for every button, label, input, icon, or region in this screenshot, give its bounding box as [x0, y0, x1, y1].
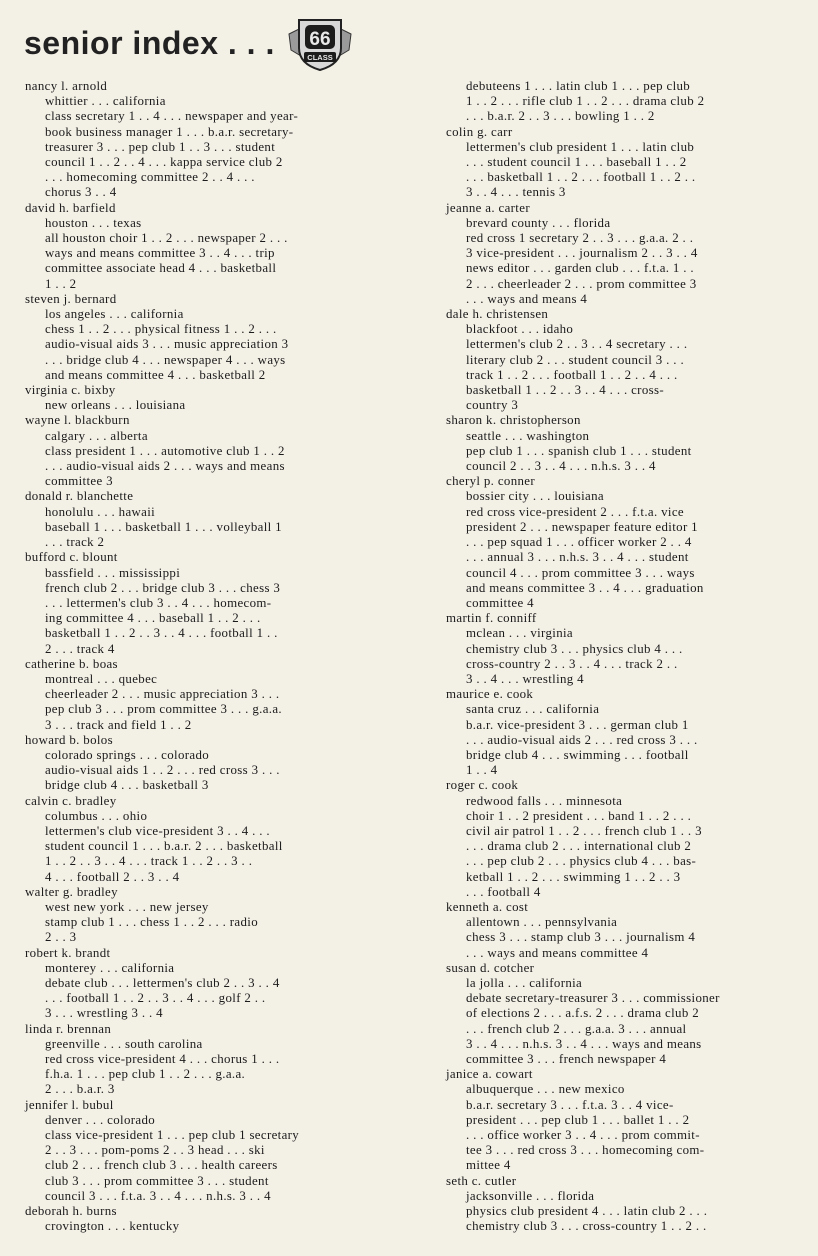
- entry-detail-line: b.a.r. secretary 3 . . . f.t.a. 3 . . 4 vice-: [466, 1097, 674, 1112]
- entry-detail-line: debuteens 1 . . . latin club 1 . . . pep club: [466, 79, 691, 93]
- entry-detail-line: 2 . . . track 4: [45, 641, 115, 656]
- entry-detail-line: bassfield . . . mississippi: [45, 565, 181, 580]
- entry-detail-line: . . . audio-visual aids 2 . . . ways and means: [45, 459, 285, 474]
- entry-detail-line: colorado springs . . . colorado: [45, 747, 210, 762]
- senior-name: walter g. bradley: [25, 884, 118, 899]
- entry-detail-line: of elections 2 . . . a.f.s. 2 . . . drama club 2: [466, 1006, 700, 1021]
- entry-detail-line: committee associate head 4 . . . basketball: [45, 261, 277, 276]
- entry-detail-line: . . . office worker 3 . . 4 . . . prom commit-: [466, 1128, 700, 1143]
- entry-detail-line: columbus . . . ohio: [45, 808, 148, 823]
- senior-name: sharon k. christopherson: [446, 413, 581, 428]
- senior-name: bufford c. blount: [25, 550, 118, 565]
- senior-name: jeanne a. carter: [446, 200, 530, 215]
- senior-name: catherine b. boas: [25, 656, 118, 671]
- entry-detail-line: houston . . . texas: [45, 215, 142, 230]
- entry-detail-line: ketball 1 . . 2 . . . swimming 1 . . 2 . . 3: [466, 869, 681, 884]
- senior-entry: [446, 413, 796, 474]
- entry-detail-line: 1 . . 2: [45, 276, 77, 291]
- senior-name: donald r. blanchette: [25, 489, 134, 504]
- entry-detail-line: . . . homecoming committee 2 . . 4 . . .: [45, 170, 255, 185]
- senior-name: seth c. cutler: [446, 1173, 517, 1188]
- entry-detail-line: 1 . . 4: [466, 763, 498, 778]
- entry-detail-line: . . . b.a.r. 2 . . 3 . . . bowling 1 . . 2: [466, 109, 655, 124]
- senior-name: deborah h. burns: [25, 1204, 117, 1219]
- senior-name: wayne l. blackburn: [25, 413, 130, 428]
- entry-detail-line: pep club 3 . . . prom committee 3 . . . g.a.a.: [45, 702, 282, 717]
- entry-detail-line: treasurer 3 . . . pep club 1 . . 3 . . . student: [45, 139, 276, 154]
- entry-detail-line: basketball 1 . . 2 . . 3 . . 4 . . . football 1 . .: [45, 626, 278, 641]
- entry-detail-line: monterey . . . california: [45, 960, 175, 975]
- senior-name: janice a. cowart: [446, 1067, 533, 1082]
- entry-detail-line: red cross vice-president 2 . . . f.t.a. vice: [466, 504, 684, 519]
- entry-detail-line: baseball 1 . . . basketball 1 . . . volleyball 1: [45, 519, 282, 534]
- senior-entry: [25, 1204, 393, 1234]
- entry-detail-line: stamp club 1 . . . chess 1 . . 2 . . . radio: [45, 915, 259, 930]
- entry-detail-line: president . . . pep club 1 . . . ballet 1 . . 2: [466, 1112, 690, 1127]
- senior-entry: [446, 201, 796, 307]
- entry-detail-line: la jolla . . . california: [466, 975, 583, 990]
- senior-name: cheryl p. conner: [446, 474, 535, 489]
- entry-detail-line: chemistry club 3 . . . physics club 4 . . .: [466, 641, 683, 656]
- entry-detail-line: french club 2 . . . bridge club 3 . . . chess 3: [45, 580, 281, 595]
- entry-detail-line: red cross vice-president 4 . . . chorus 1 . . .: [45, 1052, 280, 1066]
- left-column: [25, 79, 393, 1234]
- senior-entry: [25, 489, 393, 550]
- entry-detail-line: 2 . . . b.a.r. 3: [45, 1082, 115, 1097]
- entry-detail-line: literary club 2 . . . student council 3 . . .: [466, 352, 685, 367]
- entry-detail-line: f.h.a. 1 . . . pep club 1 . . 2 . . . g.a.a.: [45, 1067, 246, 1082]
- entry-detail-line: red cross 1 secretary 2 . . 3 . . . g.a.a. 2 . .: [466, 231, 694, 246]
- senior-entry: [25, 1022, 393, 1098]
- senior-entry: [25, 79, 393, 201]
- senior-name: kenneth a. cost: [446, 899, 529, 914]
- senior-entry: [446, 778, 796, 900]
- senior-entry: [446, 961, 796, 1067]
- entry-detail-line: los angeles . . . california: [45, 307, 184, 322]
- senior-entry: [446, 900, 796, 961]
- entry-detail-line: 1 . . 2 . . . rifle club 1 . . 2 . . . drama club 2: [466, 94, 705, 109]
- entry-detail-line: committee 3 . . . french newspaper 4: [466, 1052, 667, 1066]
- entry-detail-line: 3 vice-president . . . journalism 2 . . 3 . . 4: [466, 246, 698, 261]
- entry-detail-line: 3 . . . track and field 1 . . 2: [45, 717, 192, 732]
- senior-entry: [25, 550, 393, 656]
- continued-entry: [446, 79, 796, 125]
- emblem-label: CLASS: [307, 53, 333, 62]
- senior-entry: [25, 885, 393, 946]
- entry-detail-line: b.a.r. vice-president 3 . . . german club 1: [466, 717, 689, 732]
- senior-entry: [25, 1098, 393, 1204]
- entry-detail-line: lettermen's club vice-president 3 . . 4 . . .: [45, 823, 270, 838]
- entry-detail-line: 3 . . 4 . . . wrestling 4: [466, 671, 584, 686]
- senior-name: martin f. conniff: [446, 611, 537, 626]
- entry-detail-line: and means committee 3 . . 4 . . . graduation: [466, 580, 704, 595]
- entry-detail-line: committee 4: [466, 595, 534, 610]
- senior-entry: [25, 413, 393, 489]
- entry-detail-line: debate club . . . lettermen's club 2 . . 3 . . 4: [45, 975, 280, 990]
- entry-detail-line: lettermen's club president 1 . . . latin club: [466, 139, 695, 154]
- entry-detail-line: . . . annual 3 . . . n.h.s. 3 . . 4 . . . student: [466, 550, 689, 565]
- entry-detail-line: club 2 . . . french club 3 . . . health careers: [45, 1158, 278, 1173]
- entry-detail-line: redwood falls . . . minnesota: [466, 793, 623, 808]
- entry-detail-line: . . . french club 2 . . . g.a.a. 3 . . . annual: [466, 1021, 687, 1036]
- entry-detail-line: 3 . . 4 . . . tennis 3: [466, 185, 566, 200]
- entry-detail-line: . . . audio-visual aids 2 . . . red cross 3 . . .: [466, 732, 698, 747]
- entry-detail-line: student council 1 . . . b.a.r. 2 . . . basketball: [45, 839, 283, 854]
- senior-entry: [446, 125, 796, 201]
- class-emblem-icon: [285, 14, 355, 72]
- senior-entry: [25, 794, 393, 885]
- entry-detail-line: lettermen's club 2 . . 3 . . 4 secretary . . .: [466, 337, 688, 352]
- entry-detail-line: chess 3 . . . stamp club 3 . . . journalism 4: [466, 930, 696, 945]
- senior-entry: [446, 474, 796, 611]
- senior-name: linda r. brennan: [25, 1021, 112, 1036]
- senior-entry: [25, 292, 393, 383]
- entry-detail-line: news editor . . . garden club . . . f.t.a. 1 . .: [466, 261, 695, 276]
- entry-detail-line: civil air patrol 1 . . 2 . . . french club 1 . . 3: [466, 823, 702, 838]
- entry-detail-line: mclean . . . virginia: [466, 626, 573, 641]
- entry-detail-line: seattle . . . washington: [466, 428, 590, 443]
- entry-detail-line: montreal . . . quebec: [45, 671, 158, 686]
- senior-entry: [446, 307, 796, 413]
- entry-detail-line: class vice-president 1 . . . pep club 1 secretary: [45, 1128, 300, 1143]
- entry-detail-line: basketball 1 . . 2 . . 3 . . 4 . . . cross-: [466, 383, 664, 398]
- entry-detail-line: audio-visual aids 1 . . 2 . . . red cross 3 . . .: [45, 763, 280, 778]
- entry-detail-line: . . . ways and means committee 4: [466, 945, 649, 960]
- entry-detail-line: calgary . . . alberta: [45, 428, 148, 443]
- entry-detail-line: cross-country 2 . . 3 . . 4 . . . track 2 . .: [466, 656, 678, 671]
- senior-name: roger c. cook: [446, 778, 519, 793]
- senior-name: nancy l. arnold: [25, 79, 108, 93]
- entry-detail-line: . . . football 1 . . 2 . . 3 . . 4 . . . golf 2 . .: [45, 991, 266, 1006]
- entry-detail-line: . . . track 2: [45, 535, 105, 550]
- senior-name: calvin c. bradley: [25, 793, 117, 808]
- entry-detail-line: president 2 . . . newspaper feature editor 1: [466, 519, 698, 534]
- entry-detail-line: chorus 3 . . 4: [45, 185, 117, 200]
- senior-name: steven j. bernard: [25, 291, 117, 306]
- senior-name: maurice e. cook: [446, 687, 534, 702]
- senior-entry: [25, 657, 393, 733]
- entry-detail-line: committee 3: [45, 474, 113, 489]
- senior-name: dale h. christensen: [446, 307, 549, 322]
- entry-detail-line: . . . bridge club 4 . . . newspaper 4 . . . ways: [45, 352, 286, 367]
- entry-detail-line: club 3 . . . prom committee 3 . . . student: [45, 1173, 269, 1188]
- entry-detail-line: . . . basketball 1 . . 2 . . . football 1 . . 2 . .: [466, 170, 696, 185]
- entry-detail-line: council 2 . . 3 . . 4 . . . n.h.s. 3 . . 4: [466, 459, 656, 474]
- senior-entry: [446, 687, 796, 778]
- entry-detail-line: whittier . . . california: [45, 94, 166, 109]
- entry-detail-line: . . . pep club 2 . . . physics club 4 . . . bas-: [466, 854, 697, 869]
- entry-detail-line: choir 1 . . 2 president . . . band 1 . . 2 . . .: [466, 808, 692, 823]
- senior-entry: [25, 201, 393, 292]
- entry-detail-line: 1 . . 2 . . 3 . . 4 . . . track 1 . . 2 . . 3 . .: [45, 854, 253, 869]
- senior-name: howard b. bolos: [25, 732, 113, 747]
- entry-detail-line: ing committee 4 . . . baseball 1 . . 2 . . .: [45, 611, 261, 626]
- entry-detail-line: crovington . . . kentucky: [45, 1219, 180, 1234]
- right-column: [446, 79, 796, 1234]
- entry-detail-line: bridge club 4 . . . basketball 3: [45, 778, 209, 793]
- entry-detail-line: santa cruz . . . california: [466, 702, 600, 717]
- entry-detail-line: council 1 . . 2 . . 4 . . . kappa service club 2: [45, 155, 283, 170]
- entry-detail-line: track 1 . . 2 . . . football 1 . . 2 . . 4 . . .: [466, 367, 678, 382]
- entry-detail-line: mittee 4: [466, 1158, 511, 1173]
- entry-detail-line: . . . pep squad 1 . . . officer worker 2 . . 4: [466, 535, 692, 550]
- page-header: [24, 14, 355, 72]
- entry-detail-line: 2 . . . cheerleader 2 . . . prom committee 3: [466, 276, 697, 291]
- entry-detail-line: debate secretary-treasurer 3 . . . commissioner: [466, 991, 720, 1006]
- senior-name: david h. barfield: [25, 200, 116, 215]
- entry-detail-line: bossier city . . . louisiana: [466, 489, 604, 504]
- entry-detail-line: bridge club 4 . . . swimming . . . football: [466, 747, 689, 762]
- entry-detail-line: 3 . . . wrestling 3 . . 4: [45, 1006, 163, 1021]
- entry-detail-line: honolulu . . . hawaii: [45, 504, 156, 519]
- entry-detail-line: audio-visual aids 3 . . . music appreciation 3: [45, 337, 289, 352]
- entry-detail-line: tee 3 . . . red cross 3 . . . homecoming com-: [466, 1143, 705, 1158]
- entry-detail-line: 3 . . 4 . . . n.h.s. 3 . . 4 . . . ways and means: [466, 1036, 702, 1051]
- entry-detail-line: 4 . . . football 2 . . 3 . . 4: [45, 869, 180, 884]
- entry-detail-line: greenville . . . south carolina: [45, 1036, 203, 1051]
- entry-detail-line: denver . . . colorado: [45, 1112, 156, 1127]
- entry-detail-line: . . . football 4: [466, 884, 541, 899]
- entry-detail-line: 2 . . 3 . . . pom-poms 2 . . 3 head . . . ski: [45, 1143, 265, 1158]
- senior-name: virginia c. bixby: [25, 383, 116, 398]
- senior-name: robert k. brandt: [25, 945, 111, 960]
- entry-detail-line: cheerleader 2 . . . music appreciation 3 . . .: [45, 687, 280, 702]
- entry-detail-line: brevard county . . . florida: [466, 215, 611, 230]
- page-title: senior index . . .: [24, 24, 275, 61]
- entry-detail-line: council 4 . . . prom committee 3 . . . ways: [466, 565, 695, 580]
- entry-detail-line: . . . ways and means 4: [466, 291, 588, 306]
- entry-detail-line: book business manager 1 . . . b.a.r. secretary-: [45, 124, 294, 139]
- entry-detail-line: chemistry club 3 . . . cross-country 1 . . 2 . .: [466, 1219, 707, 1234]
- entry-detail-line: . . . lettermen's club 3 . . 4 . . . homecom-: [45, 595, 272, 610]
- senior-name: susan d. cotcher: [446, 960, 535, 975]
- entry-detail-line: all houston choir 1 . . 2 . . . newspaper 2 . . .: [45, 231, 288, 246]
- entry-detail-line: ways and means committee 3 . . 4 . . . trip: [45, 246, 275, 261]
- entry-detail-line: and means committee 4 . . . basketball 2: [45, 367, 266, 382]
- entry-detail-line: class secretary 1 . . 4 . . . newspaper and year-: [45, 109, 299, 124]
- senior-entry: [446, 1067, 796, 1173]
- entry-detail-line: class president 1 . . . automotive club 1 . . 2: [45, 443, 285, 458]
- entry-detail-line: blackfoot . . . idaho: [466, 322, 574, 337]
- senior-name: jennifer l. bubul: [25, 1097, 114, 1112]
- entry-detail-line: albuquerque . . . new mexico: [466, 1082, 625, 1097]
- entry-detail-line: council 3 . . . f.t.a. 3 . . 4 . . . n.h.s. 3 . . 4: [45, 1188, 271, 1203]
- senior-entry: [446, 611, 796, 687]
- senior-entry: [446, 1174, 796, 1235]
- entry-detail-line: chess 1 . . 2 . . . physical fitness 1 . . 2 . . .: [45, 322, 277, 337]
- entry-detail-line: . . . student council 1 . . . baseball 1 . . 2: [466, 155, 687, 170]
- emblem-number: 66: [309, 29, 331, 50]
- entry-detail-line: physics club president 4 . . . latin club 2 . . .: [466, 1204, 708, 1219]
- entry-detail-line: . . . drama club 2 . . . international club 2: [466, 839, 692, 854]
- entry-detail-line: west new york . . . new jersey: [45, 899, 209, 914]
- entry-detail-line: country 3: [466, 398, 519, 413]
- senior-name: colin g. carr: [446, 124, 513, 139]
- entry-detail-line: 2 . . 3: [45, 930, 77, 945]
- senior-entry: [25, 733, 393, 794]
- entry-detail-line: allentown . . . pennsylvania: [466, 915, 618, 930]
- senior-entry: [25, 946, 393, 1022]
- entry-detail-line: pep club 1 . . . spanish club 1 . . . student: [466, 443, 692, 458]
- senior-entry: [25, 383, 393, 413]
- entry-detail-line: jacksonville . . . florida: [466, 1188, 595, 1203]
- class-of-66-emblem: [285, 14, 355, 72]
- entry-detail-line: new orleans . . . louisiana: [45, 398, 186, 413]
